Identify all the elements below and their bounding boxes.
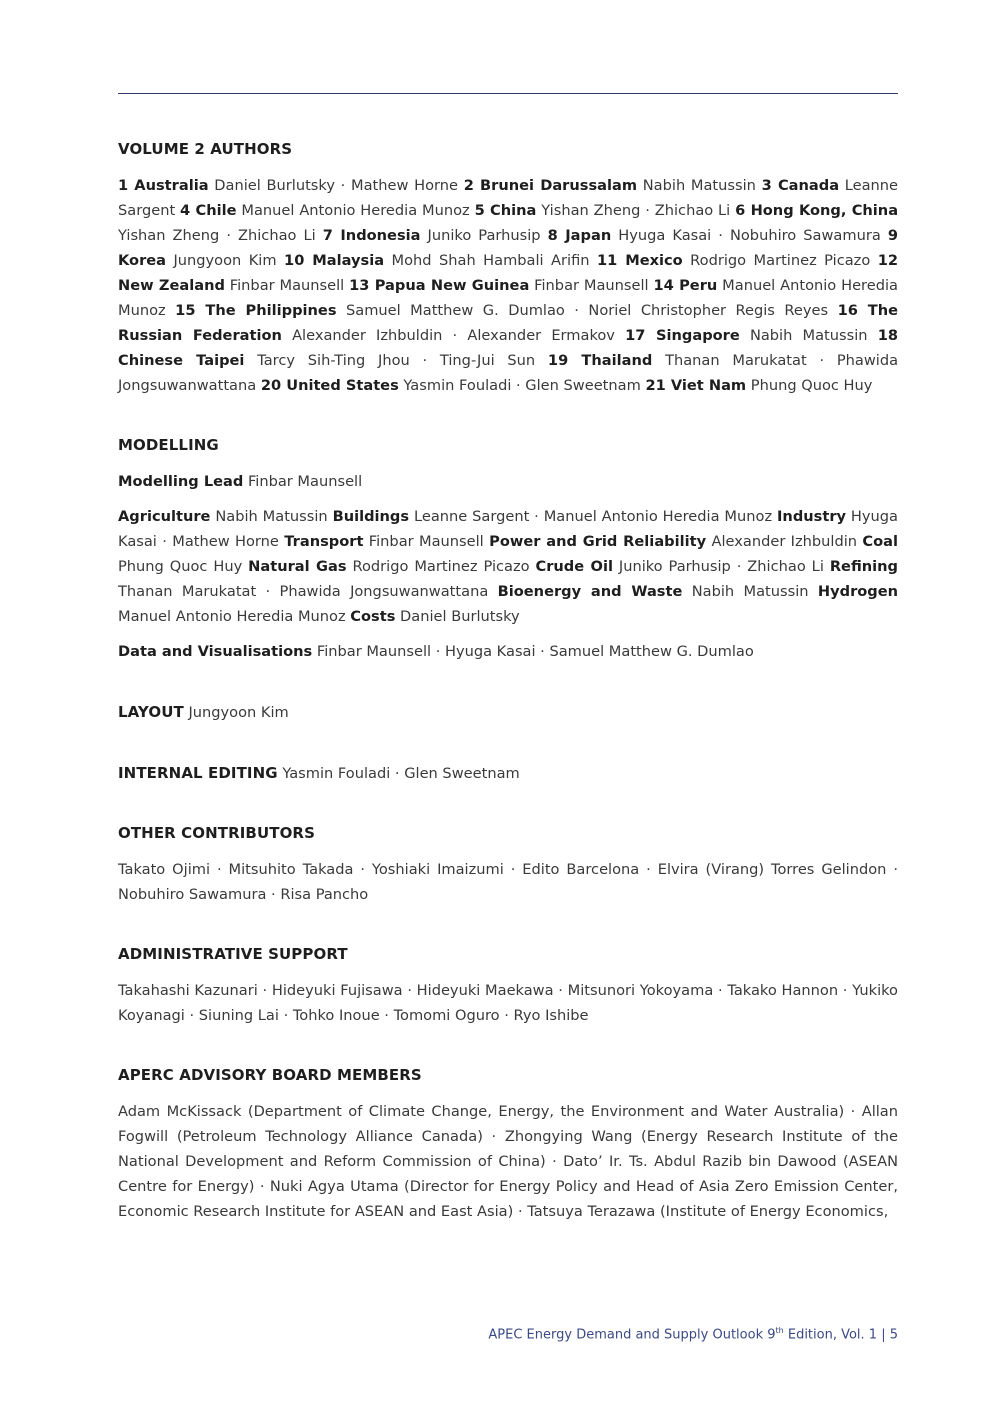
section-heading: LAYOUT bbox=[118, 703, 184, 721]
modelling-topic-list bbox=[118, 504, 898, 629]
entry-label: 7 Indonesia bbox=[322, 227, 421, 244]
entry-label: 15 The Philippines bbox=[175, 302, 337, 319]
entry-text: Finbar Maunsell bbox=[368, 533, 484, 550]
entry-text: Yasmin Fouladi · Glen Sweetnam bbox=[403, 377, 641, 394]
entry-label: Coal bbox=[862, 533, 899, 550]
entry-text: Hyuga Kasai · Mathew Horne bbox=[118, 508, 898, 550]
entry-label: Agriculture bbox=[118, 508, 211, 525]
entry-text: Thanan Marukatat · Phawida Jongsuwanwattana bbox=[118, 583, 489, 600]
section-advisory-board bbox=[118, 1064, 898, 1224]
footer-edition-page: Edition, Vol. 1 | 5 bbox=[783, 1327, 898, 1343]
entry-label: 10 Malaysia bbox=[284, 252, 385, 269]
section-volume2-authors bbox=[118, 138, 898, 398]
entry-text: Nabih Matussin bbox=[691, 583, 809, 600]
entry-text: Alexander Izhbuldin · Alexander Ermakov bbox=[292, 327, 615, 344]
entry-label: 3 Canada bbox=[761, 177, 840, 194]
entry-text: Juniko Parhusip bbox=[427, 227, 541, 244]
entry-label: Natural Gas bbox=[248, 558, 347, 575]
footer-title: APEC Energy Demand and Supply Outlook 9 bbox=[488, 1327, 776, 1343]
entry-label: 13 Papua New Guinea bbox=[349, 277, 530, 294]
entry-label: 19 Thailand bbox=[547, 352, 653, 369]
entry-text: Hyuga Kasai · Nobuhiro Sawamura bbox=[618, 227, 881, 244]
entry-label: 21 Viet Nam bbox=[645, 377, 747, 394]
entry-label: 11 Mexico bbox=[597, 252, 683, 269]
entry-label: Bioenergy and Waste bbox=[497, 583, 683, 600]
entry-text: Jungyoon Kim bbox=[173, 252, 277, 269]
advisory-board-list: Adam McKissack (Department of Climate Change, Energy, the Environment and Water Australia) · Allan Fogwill (Petroleum Technology Alliance Canada) · Zhongying Wang (Energy Research Institute of the National Development and Reform Commission of China) · Dato’ Ir. Ts. Abdul Razib bin Dawood (ASEAN Centre for Energy) · Nuki Agya Utama (Director for Energy Policy and Head of Asia Zero Emission Center, Economic Research Institute for ASEAN and East Asia) · Tatsuya Terazawa (Institute of Energy Economics, bbox=[118, 1103, 898, 1220]
entry-text: Finbar Maunsell bbox=[229, 277, 345, 294]
entry-label: Crude Oil bbox=[535, 558, 613, 575]
entry-label: Data and Visualisations bbox=[118, 643, 313, 660]
volume2-author-list bbox=[118, 173, 898, 398]
entry-label: Hydrogen bbox=[817, 583, 899, 600]
entry-label: 20 United States bbox=[260, 377, 399, 394]
entry-text: Manuel Antonio Heredia Munoz bbox=[241, 202, 470, 219]
section-internal-editing bbox=[118, 761, 898, 786]
section-heading: INTERNAL EDITING bbox=[118, 764, 278, 782]
support-list: Takahashi Kazunari · Hideyuki Fujisawa · Hideyuki Maekawa · Mitsunori Yokoyama · Takako Hannon · Yukiko Koyanagi · Siuning Lai · Tohko Inoue · Tomomi Oguro · Ryo Ishibe bbox=[118, 982, 898, 1024]
section-modelling bbox=[118, 434, 898, 664]
entry-text: Juniko Parhusip · Zhichao Li bbox=[618, 558, 824, 575]
entry-label: 16 The Russian Federation bbox=[118, 302, 899, 344]
entry-text: Leanne Sargent bbox=[118, 177, 899, 219]
entry-text: Nabih Matussin bbox=[642, 177, 756, 194]
contributor-list: Takato Ojimi · Mitsuhito Takada · Yoshiaki Imaizumi · Edito Barcelona · Elvira (Virang) Torres Gelindon · Nobuhiro Sawamura · Risa Pancho bbox=[118, 861, 898, 903]
entry-label: Industry bbox=[777, 508, 847, 525]
entry-text: Nabih Matussin bbox=[749, 327, 868, 344]
entry-text: Samuel Matthew G. Dumlao · Noriel Christopher Regis Reyes bbox=[346, 302, 829, 319]
entry-label: 18 Chinese Taipei bbox=[118, 327, 899, 369]
entry-text: Finbar Maunsell bbox=[534, 277, 649, 294]
entry-text: Alexander Izhbuldin bbox=[711, 533, 858, 550]
entry-text: Thanan Marukatat · Phawida Jongsuwanwattana bbox=[118, 352, 899, 394]
entry-text: Finbar Maunsell bbox=[247, 473, 363, 490]
entry-text: Rodrigo Martinez Picazo bbox=[690, 252, 871, 269]
entry-label: Refining bbox=[829, 558, 898, 575]
entry-text: Leanne Sargent · Manuel Antonio Heredia Munoz bbox=[413, 508, 773, 525]
entry-text: Daniel Burlutsky bbox=[400, 608, 520, 625]
entry-text: Finbar Maunsell · Hyuga Kasai · Samuel Matthew G. Dumlao bbox=[316, 643, 754, 660]
entry-label: 5 China bbox=[474, 202, 537, 219]
section-heading: ADMINISTRATIVE SUPPORT bbox=[118, 945, 348, 963]
entry-label: Costs bbox=[350, 608, 396, 625]
entry-text: Rodrigo Martinez Picazo bbox=[352, 558, 530, 575]
entry-text: Manuel Antonio Heredia Munoz bbox=[118, 608, 346, 625]
data-visualisations bbox=[118, 639, 898, 664]
footer-superscript: th bbox=[775, 1326, 784, 1335]
entry-label: 8 Japan bbox=[547, 227, 612, 244]
entry-text: Yishan Zheng · Zhichao Li bbox=[541, 202, 731, 219]
section-heading: MODELLING bbox=[118, 436, 219, 454]
modelling-lead bbox=[118, 469, 898, 494]
entry-label: Modelling Lead bbox=[118, 473, 244, 490]
entry-text: Phung Quoc Huy bbox=[118, 558, 243, 575]
entry-text: Mohd Shah Hambali Arifin bbox=[391, 252, 590, 269]
entry-text: Nabih Matussin bbox=[215, 508, 328, 525]
entry-text: Yasmin Fouladi · Glen Sweetnam bbox=[282, 765, 520, 782]
top-rule bbox=[118, 93, 898, 94]
section-heading: APERC ADVISORY BOARD MEMBERS bbox=[118, 1066, 422, 1084]
entry-label: Buildings bbox=[332, 508, 410, 525]
section-layout bbox=[118, 700, 898, 725]
entry-label: 4 Chile bbox=[180, 202, 237, 219]
entry-text: Yishan Zheng · Zhichao Li bbox=[118, 227, 316, 244]
entry-label: 14 Peru bbox=[653, 277, 718, 294]
entry-label: 1 Australia bbox=[118, 177, 209, 194]
section-administrative-support bbox=[118, 943, 898, 1028]
entry-label: Power and Grid Reliability bbox=[489, 533, 707, 550]
page-footer bbox=[488, 1326, 898, 1342]
entry-label: 2 Brunei Darussalam bbox=[463, 177, 638, 194]
entry-text: Phung Quoc Huy bbox=[750, 377, 873, 394]
entry-label: 9 Korea bbox=[118, 227, 898, 269]
entry-text: Tarcy Sih-Ting Jhou · Ting-Jui Sun bbox=[257, 352, 536, 369]
section-heading: OTHER CONTRIBUTORS bbox=[118, 824, 315, 842]
page-content bbox=[118, 138, 898, 1260]
entry-text: Daniel Burlutsky · Mathew Horne bbox=[214, 177, 459, 194]
entry-label: 12 New Zealand bbox=[118, 252, 899, 294]
section-heading: VOLUME 2 AUTHORS bbox=[118, 140, 293, 158]
entry-label: Transport bbox=[284, 533, 364, 550]
entry-label: 17 Singapore bbox=[625, 327, 740, 344]
entry-label: 6 Hong Kong, China bbox=[735, 202, 899, 219]
entry-text: Jungyoon Kim bbox=[188, 704, 289, 721]
entry-text: Manuel Antonio Heredia Munoz bbox=[118, 277, 898, 319]
section-other-contributors bbox=[118, 822, 898, 907]
